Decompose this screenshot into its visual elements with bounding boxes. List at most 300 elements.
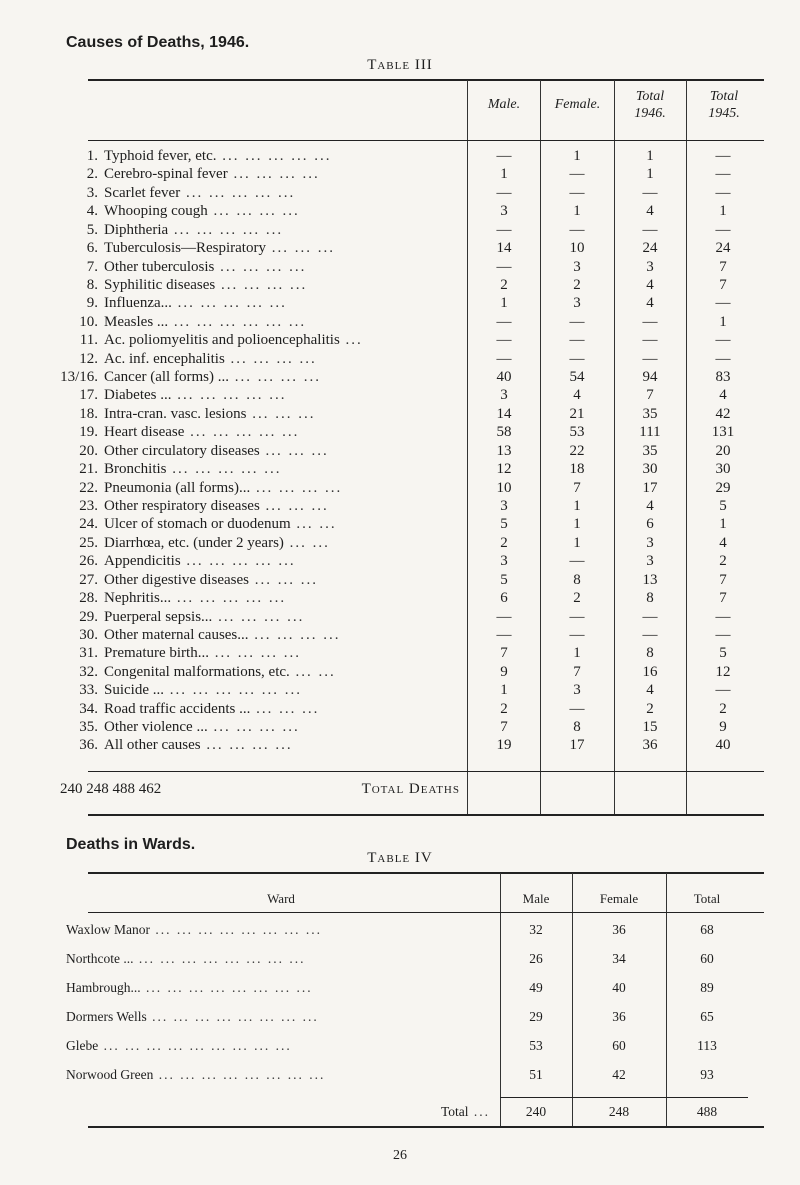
table-row [60, 147, 780, 165]
table-row [60, 294, 780, 312]
cell-total-1946: 8 [646, 645, 654, 662]
cause-name: Ulcer of stomach or duodenum [104, 516, 291, 533]
cell-female: 34 [612, 951, 626, 966]
table-row [66, 951, 766, 979]
ward-name: Glebe ... ... ... ... ... ... ... ... ... [66, 1038, 292, 1053]
col-header-total-1945: Total 1945. [708, 89, 740, 121]
cell-total-1946: 4 [646, 276, 654, 293]
cell-total-1945: 2 [719, 553, 727, 570]
cell-male: 2 [500, 534, 508, 551]
cell-male: — [496, 221, 512, 238]
cause-number: 33. [79, 682, 98, 699]
cause-number: 19. [79, 424, 98, 441]
col-header-male: Male. [487, 97, 521, 112]
table3-bottom-rule [88, 814, 764, 816]
cause-number: 27. [79, 571, 98, 588]
cell-total-1945: 2 [719, 700, 727, 717]
cause-name: Other violence ... [104, 719, 208, 736]
cause-label [60, 258, 460, 276]
cause-name: Typhoid fever, etc. [104, 148, 217, 164]
cell-male: 53 [529, 1038, 543, 1053]
cell-female: — [569, 608, 585, 625]
leader-dots: ... ... ... ... ... [168, 221, 284, 238]
cell-total-1945: 30 [715, 461, 731, 478]
cell-male: 13 [496, 442, 512, 459]
cause-label [60, 239, 460, 257]
cause-number: 31. [79, 645, 98, 662]
cell-total-1946: — [642, 313, 658, 330]
cell-female: 42 [612, 1067, 626, 1082]
cause-name: Nephritis... [104, 590, 172, 607]
cell-total: 60 [700, 951, 714, 966]
table-row [60, 534, 780, 552]
table-row [60, 552, 780, 570]
cell-total-1946: 16 [642, 663, 658, 680]
table4-heading: Deaths in Wards. [66, 836, 196, 853]
cell-female: 53 [569, 424, 585, 441]
cause-number: 17. [79, 387, 98, 404]
cell-male: 3 [500, 203, 508, 220]
table4-top-rule [88, 872, 764, 874]
cause-name: Other respiratory diseases [104, 497, 260, 514]
table-row [60, 736, 780, 754]
cell-male: 51 [529, 1067, 543, 1082]
cause-number: 35. [79, 719, 98, 736]
cell-male: 40 [496, 369, 512, 386]
table-row [60, 350, 780, 368]
cell-female: — [569, 166, 585, 183]
cell-female: 7 [573, 479, 581, 496]
cause-number: 8. [86, 276, 98, 293]
cause-label [60, 147, 460, 165]
col-header-male: Male [522, 891, 550, 906]
cause-label [60, 221, 460, 239]
cell-total-1946: — [642, 184, 658, 201]
cause-name: Cancer (all forms) ... [104, 369, 229, 386]
cell-total-1945: — [715, 184, 731, 201]
cell-female: 1 [573, 534, 581, 551]
table-row [60, 626, 780, 644]
cause-label [60, 386, 460, 404]
cause-name: Suicide ... [104, 682, 164, 699]
leader-dots: ... ... ... ... [200, 737, 293, 754]
cell-male: 3 [500, 387, 508, 404]
cause-number: 4. [86, 203, 98, 220]
cell-total-1945: — [715, 295, 731, 312]
cell-male: 1 [500, 166, 508, 183]
table-row [60, 239, 780, 257]
cause-name: Measles ... [104, 313, 169, 330]
cell-total-1945: 20 [715, 442, 731, 459]
cell-female: 10 [569, 240, 585, 257]
leader-dots: ... ... ... ... ... [171, 590, 287, 607]
cell-female: 8 [573, 719, 581, 736]
cell-total: 93 [700, 1067, 714, 1082]
cause-label [60, 202, 460, 220]
cell-total-1946: 35 [642, 405, 658, 422]
cause-number: 23. [79, 497, 98, 514]
cause-number: 18. [79, 405, 98, 422]
cell-male: — [496, 332, 512, 349]
cause-name: Appendicitis [104, 553, 181, 570]
cell-total-1945: — [715, 221, 731, 238]
cell-total-1945: 5 [719, 645, 727, 662]
table-row [66, 1009, 766, 1037]
ward-name: Waxlow Manor ... ... ... ... ... ... ... ... [66, 922, 323, 937]
leader-dots: ... ... ... ... ... ... [164, 682, 302, 699]
leader-dots: ... ... ... ... [248, 626, 341, 643]
cause-label [60, 589, 460, 607]
cell-total-1946: 4 [646, 497, 654, 514]
cell-female: 1 [573, 645, 581, 662]
cell-male: 3 [500, 497, 508, 514]
cell-total-1946: 36 [642, 737, 658, 754]
cell-total-1946: — [642, 221, 658, 238]
cell-male: 12 [496, 461, 512, 478]
cell-male: 14 [496, 240, 512, 257]
table-row [60, 663, 780, 681]
table3-header-rule [88, 140, 764, 141]
leader-dots: ... ... ... ... [224, 350, 317, 367]
table4-bottom-rule [88, 1126, 764, 1128]
table-row [60, 608, 780, 626]
cell-total-1946: 3 [646, 258, 654, 275]
total-male: 240 [60, 781, 83, 797]
cell-total-1945: 40 [715, 737, 731, 754]
table-row [60, 368, 780, 386]
cause-number: 11. [79, 332, 98, 349]
cause-number: 12. [79, 350, 98, 367]
cause-name: Influenza... [104, 295, 172, 312]
cell-male: 1 [500, 295, 508, 312]
cell-total-1945: 83 [715, 369, 731, 386]
cell-total-1945: 9 [719, 719, 727, 736]
cell-male: 2 [500, 276, 508, 293]
cause-label [60, 294, 460, 312]
cause-number: 28. [79, 590, 98, 607]
table-row [60, 184, 780, 202]
cell-total-1945: — [715, 332, 731, 349]
cell-male: 5 [500, 516, 508, 533]
table-row [60, 276, 780, 294]
table-row [60, 515, 780, 533]
leader-dots: ... ... ... ... [208, 645, 301, 662]
cause-name: Ac. poliomyelitis and polioencephalitis [104, 332, 340, 349]
cause-name: Cerebro-spinal fever [104, 166, 228, 183]
table-row [60, 442, 780, 460]
ward-name: Northcote ... ... ... ... ... ... ... ... ... [66, 951, 306, 966]
table-row [60, 460, 780, 478]
cell-total-1946: 8 [646, 590, 654, 607]
table-row [60, 405, 780, 423]
cause-label [60, 644, 460, 662]
leader-dots: ... ... ... ... [212, 608, 305, 625]
cause-name: Other digestive diseases [104, 571, 249, 588]
cell-total-1945: 131 [711, 424, 735, 441]
table3-top-rule [88, 79, 764, 81]
cell-total-1946: 1 [646, 148, 654, 164]
cause-label [60, 368, 460, 386]
cell-total-1945: — [715, 148, 731, 164]
cause-label [60, 423, 460, 441]
cell-female: 40 [612, 980, 626, 995]
cause-number: 9. [86, 295, 98, 312]
cell-male: 29 [529, 1009, 543, 1024]
cell-male: 58 [496, 424, 512, 441]
cause-label [60, 331, 460, 349]
cell-female: 2 [573, 276, 581, 293]
cause-number: 36. [79, 737, 98, 754]
total-1945: 462 [138, 781, 162, 797]
cell-male: — [496, 148, 512, 164]
cell-total-1945: — [715, 682, 731, 699]
cell-total-1945: 7 [719, 571, 727, 588]
cause-label [60, 313, 460, 331]
cause-number: 21. [79, 461, 98, 478]
leader-dots: ... ... [290, 516, 337, 533]
cell-male: 19 [496, 737, 512, 754]
cause-name: Congenital malformations, etc. [104, 663, 290, 680]
cell-total-1945: 4 [719, 387, 727, 404]
cause-label [60, 479, 460, 497]
cause-label [60, 571, 460, 589]
cause-label [60, 276, 460, 294]
table-row [60, 718, 780, 736]
cell-total-1945: 4 [719, 534, 727, 551]
cell-total-1946: 2 [646, 700, 654, 717]
table4-caption: Table IV [367, 850, 433, 866]
leader-dots: ... ... ... ... [228, 369, 321, 386]
cause-number: 29. [79, 608, 98, 625]
leader-dots: ... ... ... ... [214, 258, 307, 275]
table-row [66, 922, 766, 950]
leader-dots: ... ... ... ... ... ... ... ... [133, 951, 306, 966]
leader-dots: ... ... [289, 663, 336, 680]
leader-dots: ... ... ... [259, 442, 329, 459]
cell-female: 3 [573, 682, 581, 699]
cause-number: 22. [79, 479, 98, 496]
cell-total-1946: 35 [642, 442, 658, 459]
cell-female: 4 [573, 387, 581, 404]
cell-female: — [569, 700, 585, 717]
cause-label [60, 718, 460, 736]
leader-dots: ... ... ... [259, 497, 329, 514]
leader-dots: ... ... ... [248, 571, 318, 588]
table-row [66, 980, 766, 1008]
page-number: 26 [393, 1148, 407, 1163]
cell-total-1945: 5 [719, 497, 727, 514]
table-row [60, 681, 780, 699]
leader-dots: ... ... ... ... ... ... ... ... [150, 922, 323, 937]
cell-female: 54 [569, 369, 585, 386]
table-row [60, 331, 780, 349]
table-row [60, 571, 780, 589]
cause-name: Scarlet fever [104, 184, 181, 201]
cause-label [60, 608, 460, 626]
cell-total-1945: 1 [719, 313, 727, 330]
cause-number: 13/16. [60, 369, 98, 386]
cause-name: Tuberculosis—Respiratory [104, 240, 266, 257]
table-row [60, 423, 780, 441]
total-1946: 488 [112, 781, 135, 797]
cell-female: 7 [573, 663, 581, 680]
cause-name: Bronchitis [104, 461, 167, 478]
cell-total: 65 [700, 1009, 714, 1024]
cell-male: 49 [529, 980, 543, 995]
cell-total-1945: — [715, 166, 731, 183]
cell-total-1945: 1 [719, 516, 727, 533]
cell-total: 89 [700, 980, 714, 995]
cell-male: 7 [500, 645, 508, 662]
cell-female: 1 [573, 497, 581, 514]
table3-heading: Causes of Deaths, 1946. [66, 34, 250, 51]
cell-male: — [496, 608, 512, 625]
col-header-total: Total [693, 891, 721, 906]
leader-dots: ... ... ... ... [207, 719, 300, 736]
cause-number: 3. [86, 184, 98, 201]
leader-dots: ... ... ... ... ... ... ... ... ... [98, 1038, 292, 1053]
cell-female: — [569, 332, 585, 349]
table-row [60, 386, 780, 404]
cell-female: 3 [573, 258, 581, 275]
cell-total-1946: 4 [646, 295, 654, 312]
cell-total-1946: 30 [642, 461, 658, 478]
cell-male: — [496, 626, 512, 643]
cause-name: Heart disease [104, 424, 185, 441]
cause-label [60, 534, 460, 552]
cell-male: 1 [500, 682, 508, 699]
cause-label [60, 515, 460, 533]
leader-dots: ... ... ... ... [250, 479, 343, 496]
table-row [60, 589, 780, 607]
ward-total-label: Total ... [440, 1104, 490, 1119]
leader-dots: ... ... ... ... ... [171, 387, 287, 404]
table-row [60, 479, 780, 497]
cell-female: 1 [573, 148, 581, 164]
cause-label [60, 626, 460, 644]
cell-total-1946: 3 [646, 534, 654, 551]
cell-female: — [569, 553, 585, 570]
leader-dots: ... ... ... ... ... [184, 424, 300, 441]
cause-name: Other circulatory diseases [104, 442, 260, 459]
cell-total-1945: 1 [719, 203, 727, 220]
cause-name: Whooping cough [104, 203, 208, 220]
cell-male: — [496, 350, 512, 367]
leader-dots: ... ... ... ... ... [180, 553, 296, 570]
cause-name: Syphilitic diseases [104, 276, 216, 293]
cell-total-1945: 42 [715, 405, 731, 422]
cell-total-1946: — [642, 350, 658, 367]
cause-label [60, 184, 460, 202]
cell-female: 2 [573, 590, 581, 607]
leader-dots: ... ... ... ... [207, 203, 300, 220]
cause-name: Other maternal causes... [104, 626, 249, 643]
cell-total-1946: 24 [642, 240, 658, 257]
cause-label [60, 552, 460, 570]
cell-total-1946: 1 [646, 166, 654, 183]
cause-name: Road traffic accidents ... [104, 700, 251, 717]
cell-total-1946: 7 [646, 387, 654, 404]
cell-total-1946: 15 [642, 719, 658, 736]
cause-number: 2. [86, 166, 98, 183]
cause-name: Diphtheria [104, 221, 169, 238]
cause-label [60, 663, 460, 681]
cause-label [60, 736, 460, 754]
cause-label [60, 700, 460, 718]
cause-label [60, 350, 460, 368]
table-row [66, 1067, 766, 1095]
cell-total-1946: — [642, 626, 658, 643]
ward-name: Norwood Green ... ... ... ... ... ... ... ... [66, 1067, 326, 1082]
ward-name: Dormers Wells ... ... ... ... ... ... ... ... [66, 1009, 319, 1024]
leader-dots: ... ... ... [265, 240, 335, 257]
cell-male: 7 [500, 719, 508, 736]
cell-total-1946: 17 [642, 479, 658, 496]
cause-name: Diarrhœa, etc. (under 2 years) [104, 534, 284, 551]
table-row [60, 202, 780, 220]
cell-female: — [569, 221, 585, 238]
leader-dots: ... ... ... ... ... [216, 148, 332, 164]
cell-total-1946: — [642, 332, 658, 349]
cause-number: 34. [79, 700, 98, 717]
cell-male: 9 [500, 663, 508, 680]
cell-total-1946: 3 [646, 553, 654, 570]
table3-total-row [60, 781, 780, 805]
cell-total: 68 [700, 922, 714, 937]
cell-male: 2 [500, 700, 508, 717]
cell-female: 18 [569, 461, 585, 478]
cell-female: — [569, 350, 585, 367]
leader-dots: ... ... ... ... ... [180, 184, 296, 201]
cell-female: — [569, 626, 585, 643]
leader-dots: ... ... ... ... ... ... [168, 313, 307, 330]
cause-number: 24. [79, 516, 98, 533]
table4-header-rule [88, 912, 764, 913]
cause-name: Other tuberculosis [104, 258, 215, 275]
cause-name: Ac. inf. encephalitis [104, 350, 225, 367]
table-row [60, 497, 780, 515]
ward-total-female: 248 [608, 1104, 630, 1119]
cell-male: 5 [500, 571, 508, 588]
cell-male: 14 [496, 405, 512, 422]
cell-total-1946: — [642, 608, 658, 625]
cause-number: 5. [86, 221, 98, 238]
table-row [60, 221, 780, 239]
leader-dots: ... ... ... ... ... [166, 461, 282, 478]
cell-female: 36 [612, 922, 626, 937]
cell-female: 1 [573, 516, 581, 533]
leader-dots: ... [339, 332, 363, 349]
cause-label [60, 165, 460, 183]
cause-number: 7. [86, 258, 98, 275]
cause-label [60, 681, 460, 699]
cell-female: 36 [612, 1009, 626, 1024]
table-row [60, 313, 780, 331]
cell-male: — [496, 313, 512, 330]
cell-male: 32 [529, 922, 543, 937]
leader-dots: ... ... ... ... ... ... ... ... [140, 980, 313, 995]
cell-female: 22 [569, 442, 585, 459]
cause-number: 30. [79, 626, 98, 643]
cause-number: 1. [86, 148, 98, 164]
leader-dots: ... ... ... ... [215, 276, 308, 293]
cell-male: 3 [500, 553, 508, 570]
ward-name: Hambrough... ... ... ... ... ... ... ... ... [66, 980, 313, 995]
leader-dots: ... ... ... ... ... ... ... ... [146, 1009, 319, 1024]
col-header-female: Female. [554, 97, 601, 112]
cause-label [60, 405, 460, 423]
cell-female: 60 [612, 1038, 626, 1053]
